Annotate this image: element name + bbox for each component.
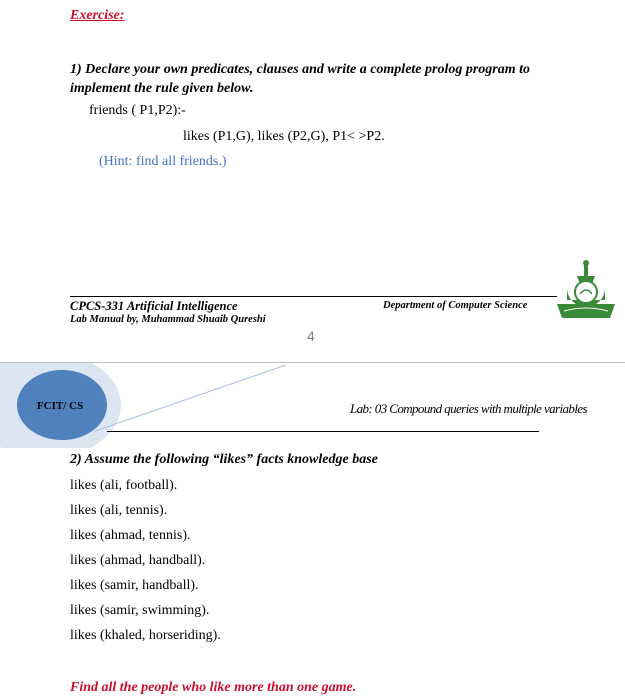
fact-item: likes (khaled, horseriding). [70,628,221,643]
footer-rule [70,296,557,297]
badge-label: FCIT/ CS [36,400,84,412]
page-number: 4 [307,328,315,344]
course-title: CPCS-331 Artificial Intelligence [70,299,238,313]
exercise-heading: Exercise: [70,8,125,23]
task-question: Find all the people who like more than one game. [70,680,357,695]
lab-title: Lab: 03 Compound queries with multiple variables [350,401,587,416]
university-seal-icon [555,258,617,324]
rule-body: likes (P1,G), likes (P2,G), P1< >P2. [183,129,385,144]
author-line: Lab Manual by, Muhammad Shuaib Qureshi [70,314,266,325]
fact-item: likes (samir, swimming). [70,603,210,618]
course-badge [20,393,100,419]
hint-text: (Hint: find all friends.) [99,154,227,169]
fact-item: likes (ahmad, tennis). [70,528,191,543]
fact-item: likes (ali, football). [70,478,178,493]
exercise-question: 1) Declare your own predicates, clauses and write a complete prolog program to implement the rule given below. [70,62,531,96]
knowledge-base-question: 2) Assume the following “likes” facts knowledge base [70,452,378,467]
fact-item: likes (samir, handball). [70,578,199,593]
fact-item: likes (ali, tennis). [70,503,168,518]
fact-item: likes (ahmad, handball). [70,553,206,568]
department-name: Department of Computer Science [383,300,528,311]
header-rule [107,431,539,432]
rule-head: friends ( P1,P2):- [89,103,186,118]
